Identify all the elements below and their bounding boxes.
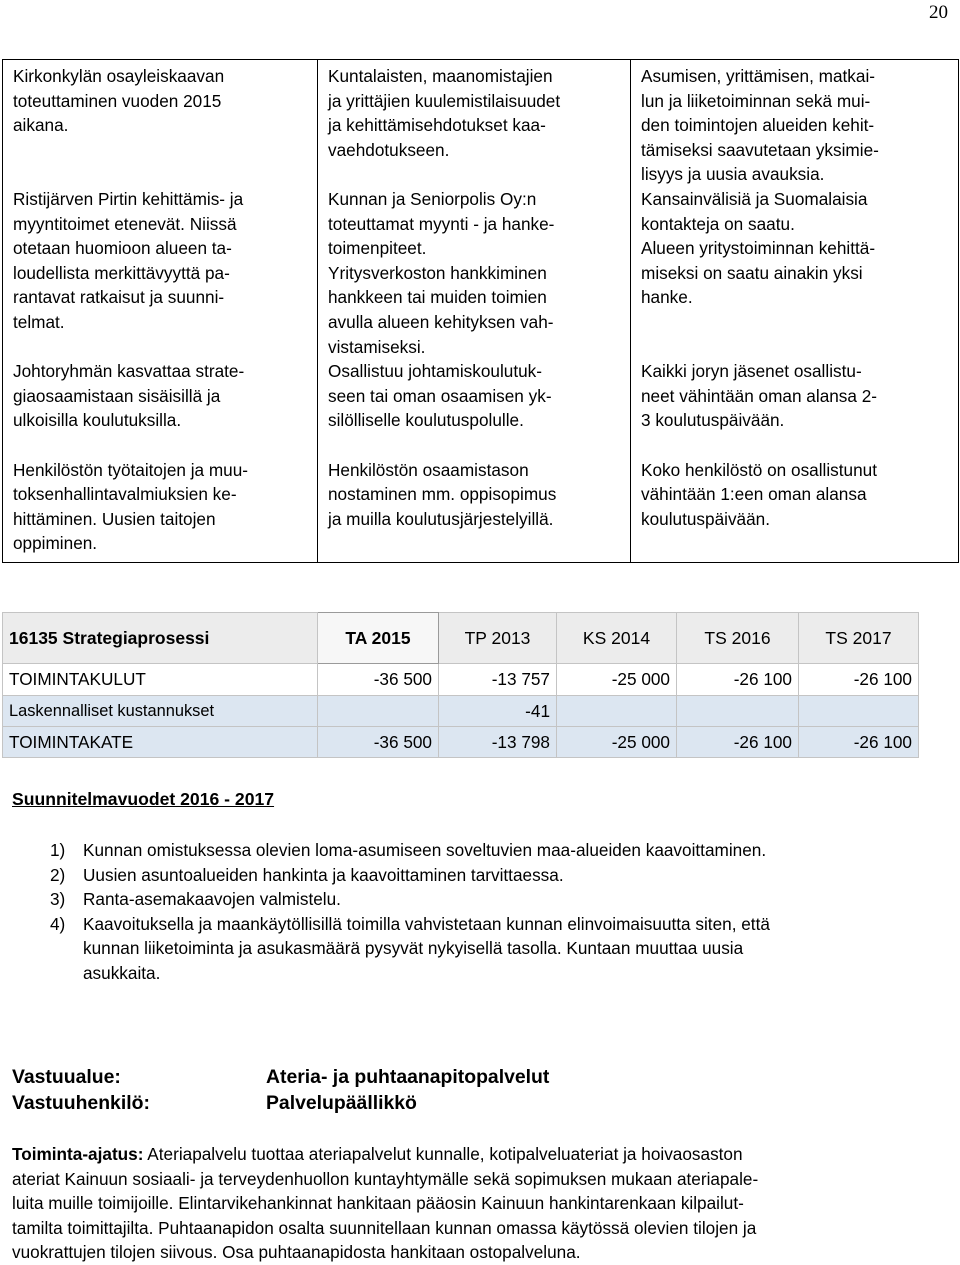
finance-cell: [799, 696, 919, 727]
finance-cell: -41: [439, 696, 557, 727]
finance-cell: -26 100: [677, 727, 799, 758]
finance-cell: -13 757: [439, 664, 557, 696]
finance-cell: TOIMINTAKULUT: [3, 664, 318, 696]
finance-cell: -25 000: [557, 727, 677, 758]
goal-text: Ristijärven Pirtin kehittämis- ja myyntitoimet etenevät. Niissä otetaan huomioon alueen ta- loudellista merkittävyyttä pa- rantavat ratkaisut ja suunni- telmat.: [13, 188, 244, 332]
finance-cell: -36 500: [318, 664, 439, 696]
goals-column-2: [318, 60, 631, 563]
measure-text: Kunnan ja Seniorpolis Oy:n toteuttamat myynti - ja hanke- toimenpiteet. Yritysverkoston hankkiminen hankkeen tai muiden toimien avulla alueen kehityksen vah- vistamiseksi. Osallistuu johtamiskoulutuk- seen tai oman osaamisen yk- silölliselle koulutuspolulle.: [328, 188, 555, 431]
mission-paragraph: Toiminta-ajatus: Ateriapalvelu tuottaa ateriapalvelut kunnalle, kotipalveluateriat ja hoivaosaston ateriat Kainuun sosiaali- ja terveydenhuollon kuntayhtymälle sekä sopimuksen mukaan ateriapale- luita muille toimijoille. Elintarvikehankinnat hankitaan pääosin Kainuun hankintarenkaan kilpailut- tamilta toimittajilta. Puhtaanapidon osalta suunnitellaan kunnan omassa käytössä olevien tilojen ja vuokrattujen tilojen siivous. Osa puhtaanapidosta hankitaan ostopalveluna.: [12, 1144, 759, 1263]
finance-cell: TOIMINTAKATE: [3, 727, 318, 758]
list-text: Ranta-asemakaavojen valmistelu.: [83, 889, 341, 910]
finance-header-cell: 16135 Strategiaprosessi: [3, 613, 318, 664]
goals-table: [2, 59, 959, 563]
finance-table: [2, 612, 919, 758]
finance-cell: [318, 696, 439, 727]
goals-column-1: [3, 60, 318, 563]
list-number: 2): [50, 864, 66, 885]
list-text: Kunnan omistuksessa olevien loma-asumiseen soveltuvien maa-alueiden kaavoittaminen.: [83, 840, 767, 860]
person-label: Vastuuhenkilö:: [12, 1091, 150, 1114]
area-label: Vastuualue:: [12, 1066, 121, 1088]
finance-header-row: [3, 613, 919, 664]
list-item: [50, 912, 950, 986]
table-row: [3, 696, 919, 727]
measure-text: Henkilöstön osaamistason nostaminen mm. oppisopimus ja muilla koulutusjärjestelyillä.: [328, 459, 557, 529]
finance-cell: -13 798: [439, 727, 557, 758]
finance-cell: -26 100: [799, 664, 919, 696]
goals-column-3: [631, 60, 959, 563]
list-number: 4): [50, 913, 66, 934]
finance-cell: -25 000: [557, 664, 677, 696]
plan-years-heading: Suunnitelmavuodet 2016 - 2017: [12, 789, 275, 809]
list-number: 1): [50, 840, 66, 860]
measure-text: Kuntalaisten, maanomistajien ja yrittäjien kuulemistilaisuudet ja kehittämisehdotukset kaa- vaehdotukseen.: [328, 66, 561, 160]
finance-header-cell: KS 2014: [557, 613, 677, 664]
finance-cell: [677, 696, 799, 727]
finance-header-cell: TS 2017: [799, 613, 919, 664]
finance-cell: Laskennalliset kustannukset: [3, 696, 318, 727]
finance-header-cell: TS 2016: [677, 613, 799, 664]
list-number: 3): [50, 889, 66, 910]
person-value: Palvelupäällikkö: [266, 1091, 417, 1114]
indicator-text: Asumisen, yrittämisen, matkai- lun ja liiketoiminnan sekä mui- den toimintojen alueiden kehit- tämiseksi saavutetaan yksimie- lisyys ja uusia avauksia. Kansainvälisiä ja Suomalaisia kontakteja on saatu. Alueen yritystoiminnan kehittä- miseksi on saatu ainakin yksi hanke.: [641, 66, 879, 308]
finance-cell: -26 100: [677, 664, 799, 696]
mission-label: Toiminta-ajatus:: [12, 1144, 144, 1164]
list-item: [50, 863, 950, 888]
indicator-text: Koko henkilöstö on osallistunut vähintään 1:een oman alansa koulutuspäivään.: [641, 459, 878, 529]
area-value: Ateria- ja puhtaanapitopalvelut: [266, 1066, 550, 1088]
finance-cell: -26 100: [799, 727, 919, 758]
table-row: [3, 727, 919, 758]
goal-text: Henkilöstön työtaitojen ja muu- toksenhallintavalmiuksien ke- hittäminen. Uusien taitojen oppiminen.: [13, 459, 249, 554]
finance-cell: [557, 696, 677, 727]
list-item: [50, 887, 950, 912]
finance-cell: -36 500: [318, 727, 439, 758]
list-item: [50, 838, 950, 863]
goal-text: Kirkonkylän osayleiskaavan toteuttaminen vuoden 2015 aikana.: [13, 66, 225, 136]
finance-header-cell: TA 2015: [318, 613, 439, 664]
goal-text: Johtoryhmän kasvattaa strate- giaosaamistaan sisäisillä ja ulkoisilla koulutuksilla.: [13, 361, 245, 431]
page-number: 20: [929, 2, 948, 23]
plan-list: [50, 838, 950, 986]
finance-header-cell: TP 2013: [439, 613, 557, 664]
list-text: Kaavoituksella ja maankäytöllisillä toimilla vahvistetaan kunnan elinvoimaisuutta siten, että kunnan liiketoiminta ja asukasmäärä pysyvät nykyisellä tasolla. Kuntaan muuttaa uusia asukkaita.: [83, 913, 770, 983]
indicator-text: Kaikki joryn jäsenet osallistu- neet vähintään oman alansa 2- 3 koulutuspäivään.: [641, 361, 878, 431]
responsibility-block: [12, 1065, 549, 1116]
table-row: [3, 664, 919, 696]
list-text: Uusien asuntoalueiden hankinta ja kaavoittaminen tarvittaessa.: [83, 864, 564, 885]
